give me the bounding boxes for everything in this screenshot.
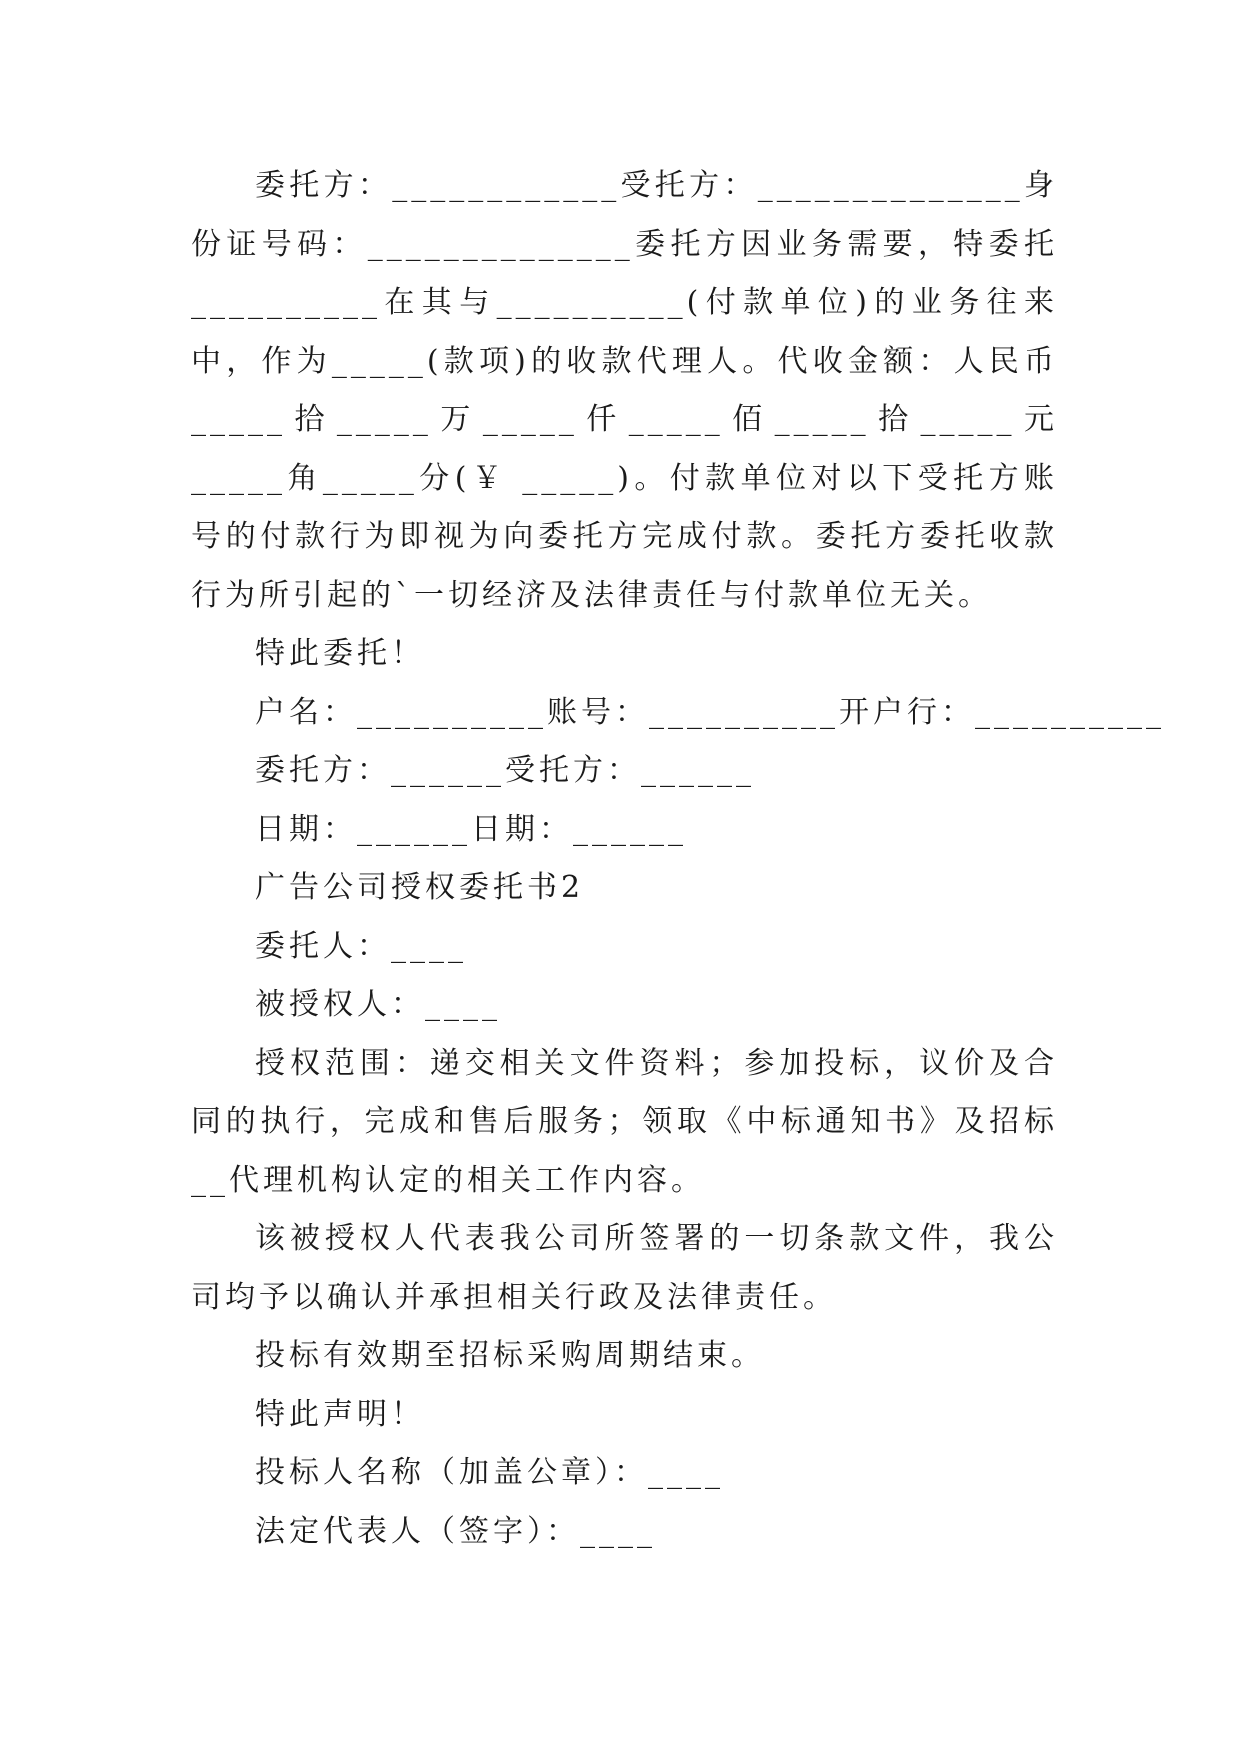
entrustment-paragraph: 委托方：____________受托方：______________身份证号码：______________委托方因业务需要，特委托__________在其与__________(付款单位)的业务往来中，作为_____(款项)的收款代理人。代收金额：人民币_____拾_____万_____仟_____佰_____拾_____元_____角_____分(￥ _____)。付款单位对以下受托方账号的付款行为即视为向委托方完成付款。委托方委托收款行为所引起的`一切经济及法律责任与付款单位无关。 — [191, 168, 1058, 613]
validity-line: 投标有效期至招标采购周期结束。 — [255, 1338, 765, 1373]
section-title: 广告公司授权委托书2 — [255, 870, 585, 905]
date-line: 日期：______日期：______ — [255, 811, 687, 847]
document-page — [191, 157, 1165, 1561]
legal-representative-line: 法定代表人（签字）：____ — [255, 1513, 656, 1549]
account-info-line: 户名：__________账号：__________开户行：__________ — [255, 694, 1165, 730]
parties-line: 委托方：______受托方：______ — [255, 753, 755, 788]
authorized-person-line: 被授权人：____ — [255, 987, 501, 1022]
declaration-closing: 特此声明！ — [255, 1396, 425, 1432]
authorization-scope-paragraph: 授权范围：递交相关文件资料；参加投标，议价及合同的执行，完成和售后服务；领取《中标通知书》及招标__代理机构认定的相关工作内容。 — [191, 1045, 1058, 1198]
confirmation-paragraph: 该被授权人代表我公司所签署的一切条款文件，我公司均予以确认并承担相关行政及法律责任。 — [191, 1221, 1058, 1315]
entrust-closing: 特此委托！ — [255, 636, 425, 671]
bidder-name-line: 投标人名称（加盖公章）：____ — [255, 1455, 724, 1490]
principal-line: 委托人：____ — [255, 928, 467, 964]
